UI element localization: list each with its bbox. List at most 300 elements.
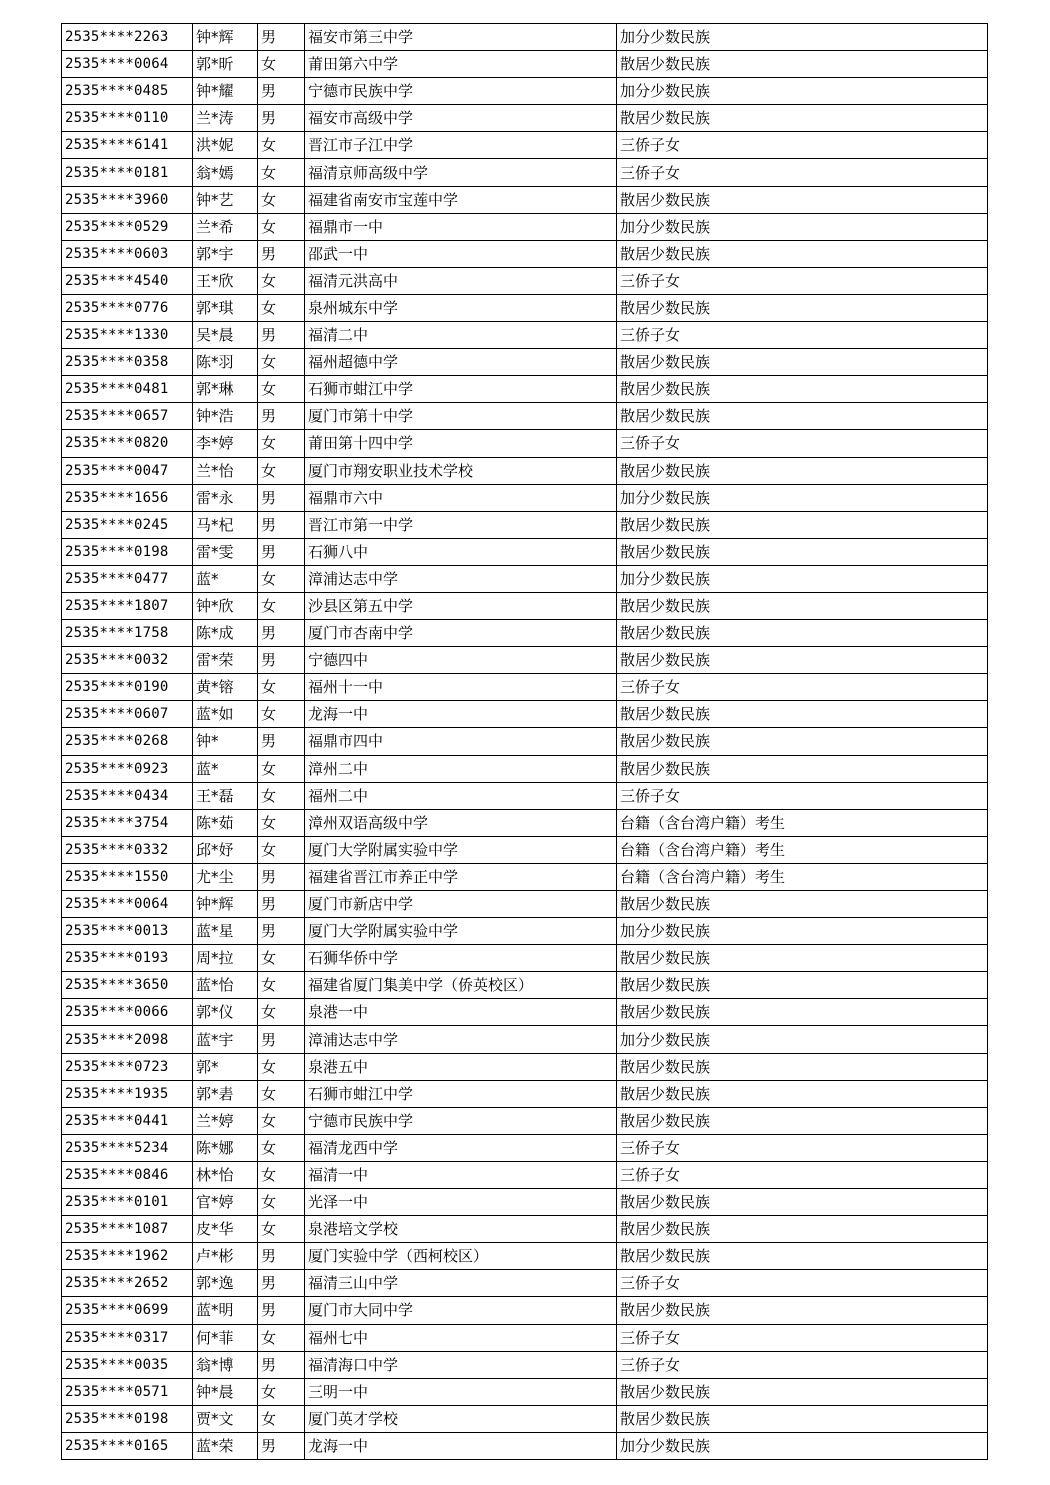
table-row xyxy=(62,972,988,999)
table-row xyxy=(62,1243,988,1270)
category-cell: 三侨子女 xyxy=(617,1324,988,1351)
exam-id-cell: 2535****0358 xyxy=(62,349,193,376)
school-cell: 厦门市杏南中学 xyxy=(305,620,617,647)
exam-id-cell: 2535****0776 xyxy=(62,294,193,321)
name-cell: 钟*辉 xyxy=(193,891,258,918)
table-row xyxy=(62,24,988,51)
category-cell: 加分少数民族 xyxy=(617,565,988,592)
gender-cell: 女 xyxy=(258,945,305,972)
name-cell: 蓝*荣 xyxy=(193,1432,258,1459)
school-cell: 石狮华侨中学 xyxy=(305,945,617,972)
name-cell: 郭* xyxy=(193,1053,258,1080)
name-cell: 陈*娜 xyxy=(193,1134,258,1161)
name-cell: 黄*镕 xyxy=(193,674,258,701)
name-cell: 陈*成 xyxy=(193,620,258,647)
table-row xyxy=(62,620,988,647)
table-row xyxy=(62,755,988,782)
name-cell: 郭*琪 xyxy=(193,294,258,321)
gender-cell: 女 xyxy=(258,376,305,403)
school-cell: 宁德四中 xyxy=(305,647,617,674)
exam-id-cell: 2535****1807 xyxy=(62,592,193,619)
exam-id-cell: 2535****4540 xyxy=(62,267,193,294)
gender-cell: 男 xyxy=(258,1243,305,1270)
category-cell: 加分少数民族 xyxy=(617,24,988,51)
school-cell: 邵武一中 xyxy=(305,240,617,267)
school-cell: 厦门大学附属实验中学 xyxy=(305,918,617,945)
name-cell: 蓝* xyxy=(193,755,258,782)
table-row xyxy=(62,294,988,321)
school-cell: 福鼎市一中 xyxy=(305,213,617,240)
exam-id-cell: 2535****1550 xyxy=(62,863,193,890)
gender-cell: 女 xyxy=(258,1216,305,1243)
name-cell: 陈*茹 xyxy=(193,809,258,836)
school-cell: 沙县区第五中学 xyxy=(305,592,617,619)
table-row xyxy=(62,1189,988,1216)
gender-cell: 男 xyxy=(258,863,305,890)
category-cell: 三侨子女 xyxy=(617,1134,988,1161)
school-cell: 福建省南安市宝莲中学 xyxy=(305,186,617,213)
name-cell: 钟*艺 xyxy=(193,186,258,213)
name-cell: 官*婷 xyxy=(193,1189,258,1216)
table-row xyxy=(62,945,988,972)
table-row xyxy=(62,1297,988,1324)
school-cell: 厦门市翔安职业技术学校 xyxy=(305,457,617,484)
school-cell: 宁德市民族中学 xyxy=(305,78,617,105)
school-cell: 石狮市蚶江中学 xyxy=(305,1080,617,1107)
gender-cell: 女 xyxy=(258,1378,305,1405)
category-cell: 散居少数民族 xyxy=(617,294,988,321)
school-cell: 宁德市民族中学 xyxy=(305,1107,617,1134)
gender-cell: 女 xyxy=(258,1107,305,1134)
school-cell: 泉港培文学校 xyxy=(305,1216,617,1243)
category-cell: 散居少数民族 xyxy=(617,972,988,999)
school-cell: 福清三山中学 xyxy=(305,1270,617,1297)
gender-cell: 女 xyxy=(258,592,305,619)
gender-cell: 男 xyxy=(258,538,305,565)
table-row xyxy=(62,809,988,836)
gender-cell: 女 xyxy=(258,782,305,809)
gender-cell: 女 xyxy=(258,132,305,159)
gender-cell: 女 xyxy=(258,349,305,376)
name-cell: 蓝*星 xyxy=(193,918,258,945)
exam-id-cell: 2535****0064 xyxy=(62,51,193,78)
category-cell: 三侨子女 xyxy=(617,267,988,294)
table-row xyxy=(62,132,988,159)
gender-cell: 女 xyxy=(258,1324,305,1351)
table-row xyxy=(62,701,988,728)
category-cell: 三侨子女 xyxy=(617,674,988,701)
gender-cell: 女 xyxy=(258,755,305,782)
exam-id-cell: 2535****0607 xyxy=(62,701,193,728)
exam-id-cell: 2535****1935 xyxy=(62,1080,193,1107)
category-cell: 散居少数民族 xyxy=(617,1378,988,1405)
gender-cell: 女 xyxy=(258,999,305,1026)
category-cell: 加分少数民族 xyxy=(617,1432,988,1459)
table-row xyxy=(62,240,988,267)
category-cell: 加分少数民族 xyxy=(617,918,988,945)
school-cell: 福清京师高级中学 xyxy=(305,159,617,186)
exam-id-cell: 2535****0923 xyxy=(62,755,193,782)
name-cell: 王*欣 xyxy=(193,267,258,294)
table-row xyxy=(62,1107,988,1134)
name-cell: 兰*怡 xyxy=(193,457,258,484)
table-row xyxy=(62,1270,988,1297)
table-row xyxy=(62,78,988,105)
exam-id-cell: 2535****6141 xyxy=(62,132,193,159)
gender-cell: 男 xyxy=(258,78,305,105)
table-row xyxy=(62,1351,988,1378)
exam-id-cell: 2535****0657 xyxy=(62,403,193,430)
table-row xyxy=(62,213,988,240)
table-row xyxy=(62,728,988,755)
table-row xyxy=(62,430,988,457)
category-cell: 三侨子女 xyxy=(617,322,988,349)
gender-cell: 女 xyxy=(258,674,305,701)
category-cell: 加分少数民族 xyxy=(617,1026,988,1053)
table-row xyxy=(62,1026,988,1053)
name-cell: 皮*华 xyxy=(193,1216,258,1243)
name-cell: 翁*博 xyxy=(193,1351,258,1378)
name-cell: 钟*浩 xyxy=(193,403,258,430)
exam-id-cell: 2535****0101 xyxy=(62,1189,193,1216)
gender-cell: 女 xyxy=(258,1189,305,1216)
school-cell: 厦门大学附属实验中学 xyxy=(305,836,617,863)
name-cell: 郭*昕 xyxy=(193,51,258,78)
category-cell: 三侨子女 xyxy=(617,1161,988,1188)
name-cell: 林*怡 xyxy=(193,1161,258,1188)
table-row xyxy=(62,647,988,674)
gender-cell: 男 xyxy=(258,1270,305,1297)
school-cell: 福鼎市六中 xyxy=(305,484,617,511)
exam-id-cell: 2535****0723 xyxy=(62,1053,193,1080)
name-cell: 邱*妤 xyxy=(193,836,258,863)
school-cell: 福州超德中学 xyxy=(305,349,617,376)
exam-id-cell: 2535****0110 xyxy=(62,105,193,132)
category-cell: 散居少数民族 xyxy=(617,105,988,132)
exam-id-cell: 2535****3960 xyxy=(62,186,193,213)
category-cell: 散居少数民族 xyxy=(617,1243,988,1270)
gender-cell: 男 xyxy=(258,647,305,674)
exam-id-cell: 2535****0193 xyxy=(62,945,193,972)
name-cell: 蓝*怡 xyxy=(193,972,258,999)
school-cell: 龙海一中 xyxy=(305,701,617,728)
category-cell: 三侨子女 xyxy=(617,782,988,809)
gender-cell: 男 xyxy=(258,511,305,538)
table-row xyxy=(62,349,988,376)
school-cell: 石狮市蚶江中学 xyxy=(305,376,617,403)
school-cell: 漳浦达志中学 xyxy=(305,1026,617,1053)
gender-cell: 男 xyxy=(258,403,305,430)
table-row xyxy=(62,376,988,403)
category-cell: 三侨子女 xyxy=(617,159,988,186)
table-row xyxy=(62,1161,988,1188)
gender-cell: 女 xyxy=(258,809,305,836)
category-cell: 散居少数民族 xyxy=(617,728,988,755)
school-cell: 光泽一中 xyxy=(305,1189,617,1216)
exam-id-cell: 2535****0820 xyxy=(62,430,193,457)
name-cell: 卢*彬 xyxy=(193,1243,258,1270)
gender-cell: 男 xyxy=(258,1432,305,1459)
name-cell: 雷*荣 xyxy=(193,647,258,674)
table-row xyxy=(62,322,988,349)
name-cell: 钟* xyxy=(193,728,258,755)
category-cell: 台籍（含台湾户籍）考生 xyxy=(617,863,988,890)
exam-id-cell: 2535****0245 xyxy=(62,511,193,538)
category-cell: 三侨子女 xyxy=(617,132,988,159)
category-cell: 三侨子女 xyxy=(617,1351,988,1378)
table-row xyxy=(62,511,988,538)
name-cell: 蓝*如 xyxy=(193,701,258,728)
name-cell: 蓝*明 xyxy=(193,1297,258,1324)
school-cell: 福清元洪高中 xyxy=(305,267,617,294)
name-cell: 郭*宇 xyxy=(193,240,258,267)
name-cell: 钟*辉 xyxy=(193,24,258,51)
table-row xyxy=(62,1216,988,1243)
school-cell: 福州七中 xyxy=(305,1324,617,1351)
gender-cell: 女 xyxy=(258,1405,305,1432)
gender-cell: 女 xyxy=(258,294,305,321)
school-cell: 福清海口中学 xyxy=(305,1351,617,1378)
school-cell: 福州十一中 xyxy=(305,674,617,701)
category-cell: 加分少数民族 xyxy=(617,78,988,105)
name-cell: 钟*欣 xyxy=(193,592,258,619)
name-cell: 郭*逸 xyxy=(193,1270,258,1297)
category-cell: 散居少数民族 xyxy=(617,1107,988,1134)
table-row xyxy=(62,782,988,809)
category-cell: 散居少数民族 xyxy=(617,701,988,728)
table-row xyxy=(62,159,988,186)
name-cell: 尤*尘 xyxy=(193,863,258,890)
school-cell: 福建省晋江市养正中学 xyxy=(305,863,617,890)
name-cell: 马*杞 xyxy=(193,511,258,538)
category-cell: 加分少数民族 xyxy=(617,213,988,240)
exam-id-cell: 2535****0477 xyxy=(62,565,193,592)
gender-cell: 女 xyxy=(258,430,305,457)
exam-id-cell: 2535****0066 xyxy=(62,999,193,1026)
exam-id-cell: 2535****0035 xyxy=(62,1351,193,1378)
category-cell: 散居少数民族 xyxy=(617,1053,988,1080)
table-row xyxy=(62,186,988,213)
name-cell: 李*婷 xyxy=(193,430,258,457)
exam-id-cell: 2535****0198 xyxy=(62,538,193,565)
table-row xyxy=(62,1405,988,1432)
category-cell: 散居少数民族 xyxy=(617,403,988,430)
category-cell: 散居少数民族 xyxy=(617,51,988,78)
exam-id-cell: 2535****0013 xyxy=(62,918,193,945)
category-cell: 散居少数民族 xyxy=(617,349,988,376)
table-row xyxy=(62,1432,988,1459)
school-cell: 龙海一中 xyxy=(305,1432,617,1459)
gender-cell: 女 xyxy=(258,51,305,78)
school-cell: 厦门市新店中学 xyxy=(305,891,617,918)
exam-id-cell: 2535****0529 xyxy=(62,213,193,240)
name-cell: 翁*嫣 xyxy=(193,159,258,186)
school-cell: 福清一中 xyxy=(305,1161,617,1188)
name-cell: 雷*雯 xyxy=(193,538,258,565)
table-row xyxy=(62,51,988,78)
school-cell: 莆田第六中学 xyxy=(305,51,617,78)
school-cell: 晋江市第一中学 xyxy=(305,511,617,538)
name-cell: 钟*晨 xyxy=(193,1378,258,1405)
gender-cell: 男 xyxy=(258,918,305,945)
name-cell: 兰*希 xyxy=(193,213,258,240)
school-cell: 莆田第十四中学 xyxy=(305,430,617,457)
school-cell: 厦门英才学校 xyxy=(305,1405,617,1432)
category-cell: 台籍（含台湾户籍）考生 xyxy=(617,836,988,863)
gender-cell: 女 xyxy=(258,186,305,213)
school-cell: 厦门实验中学（西柯校区） xyxy=(305,1243,617,1270)
category-cell: 台籍（含台湾户籍）考生 xyxy=(617,809,988,836)
school-cell: 厦门市大同中学 xyxy=(305,1297,617,1324)
table-row xyxy=(62,674,988,701)
category-cell: 散居少数民族 xyxy=(617,891,988,918)
roster-table xyxy=(61,23,988,1460)
exam-id-cell: 2535****0434 xyxy=(62,782,193,809)
exam-id-cell: 2535****0047 xyxy=(62,457,193,484)
school-cell: 福建省厦门集美中学（侨英校区） xyxy=(305,972,617,999)
school-cell: 福清龙西中学 xyxy=(305,1134,617,1161)
gender-cell: 女 xyxy=(258,267,305,294)
exam-id-cell: 2535****0198 xyxy=(62,1405,193,1432)
gender-cell: 女 xyxy=(258,159,305,186)
category-cell: 散居少数民族 xyxy=(617,620,988,647)
exam-id-cell: 2535****0064 xyxy=(62,891,193,918)
exam-id-cell: 2535****0332 xyxy=(62,836,193,863)
gender-cell: 男 xyxy=(258,105,305,132)
exam-id-cell: 2535****0485 xyxy=(62,78,193,105)
school-cell: 漳浦达志中学 xyxy=(305,565,617,592)
category-cell: 散居少数民族 xyxy=(617,1297,988,1324)
gender-cell: 男 xyxy=(258,728,305,755)
name-cell: 郭*琳 xyxy=(193,376,258,403)
exam-id-cell: 2535****2263 xyxy=(62,24,193,51)
gender-cell: 男 xyxy=(258,1297,305,1324)
table-row xyxy=(62,592,988,619)
gender-cell: 男 xyxy=(258,484,305,511)
category-cell: 散居少数民族 xyxy=(617,457,988,484)
category-cell: 加分少数民族 xyxy=(617,484,988,511)
name-cell: 郭*砉 xyxy=(193,1080,258,1107)
gender-cell: 女 xyxy=(258,701,305,728)
table-row xyxy=(62,484,988,511)
table-row xyxy=(62,1378,988,1405)
gender-cell: 男 xyxy=(258,24,305,51)
school-cell: 漳州双语高级中学 xyxy=(305,809,617,836)
school-cell: 福清二中 xyxy=(305,322,617,349)
school-cell: 福安市高级中学 xyxy=(305,105,617,132)
exam-id-cell: 2535****0846 xyxy=(62,1161,193,1188)
table-row xyxy=(62,836,988,863)
category-cell: 散居少数民族 xyxy=(617,755,988,782)
name-cell: 陈*羽 xyxy=(193,349,258,376)
table-row xyxy=(62,565,988,592)
school-cell: 福州二中 xyxy=(305,782,617,809)
category-cell: 散居少数民族 xyxy=(617,376,988,403)
gender-cell: 女 xyxy=(258,213,305,240)
category-cell: 三侨子女 xyxy=(617,1270,988,1297)
exam-id-cell: 2535****0190 xyxy=(62,674,193,701)
name-cell: 蓝* xyxy=(193,565,258,592)
roster-body xyxy=(62,24,988,1460)
exam-id-cell: 2535****0268 xyxy=(62,728,193,755)
gender-cell: 男 xyxy=(258,620,305,647)
school-cell: 福安市第三中学 xyxy=(305,24,617,51)
category-cell: 散居少数民族 xyxy=(617,1216,988,1243)
table-row xyxy=(62,1324,988,1351)
exam-id-cell: 2535****5234 xyxy=(62,1134,193,1161)
category-cell: 散居少数民族 xyxy=(617,592,988,619)
table-row xyxy=(62,999,988,1026)
gender-cell: 女 xyxy=(258,972,305,999)
gender-cell: 女 xyxy=(258,836,305,863)
exam-id-cell: 2535****1962 xyxy=(62,1243,193,1270)
gender-cell: 女 xyxy=(258,1161,305,1188)
gender-cell: 男 xyxy=(258,240,305,267)
gender-cell: 女 xyxy=(258,1053,305,1080)
name-cell: 钟*耀 xyxy=(193,78,258,105)
category-cell: 散居少数民族 xyxy=(617,945,988,972)
school-cell: 晋江市子江中学 xyxy=(305,132,617,159)
school-cell: 三明一中 xyxy=(305,1378,617,1405)
category-cell: 散居少数民族 xyxy=(617,1080,988,1107)
gender-cell: 男 xyxy=(258,322,305,349)
category-cell: 散居少数民族 xyxy=(617,1405,988,1432)
gender-cell: 男 xyxy=(258,1026,305,1053)
exam-id-cell: 2535****1758 xyxy=(62,620,193,647)
category-cell: 散居少数民族 xyxy=(617,511,988,538)
name-cell: 雷*永 xyxy=(193,484,258,511)
school-cell: 泉州城东中学 xyxy=(305,294,617,321)
category-cell: 三侨子女 xyxy=(617,430,988,457)
gender-cell: 女 xyxy=(258,1134,305,1161)
name-cell: 郭*仪 xyxy=(193,999,258,1026)
table-row xyxy=(62,891,988,918)
exam-id-cell: 2535****1656 xyxy=(62,484,193,511)
name-cell: 蓝*宇 xyxy=(193,1026,258,1053)
exam-id-cell: 2535****0317 xyxy=(62,1324,193,1351)
category-cell: 散居少数民族 xyxy=(617,240,988,267)
table-row xyxy=(62,1134,988,1161)
name-cell: 何*菲 xyxy=(193,1324,258,1351)
exam-id-cell: 2535****0603 xyxy=(62,240,193,267)
name-cell: 兰*婷 xyxy=(193,1107,258,1134)
gender-cell: 男 xyxy=(258,1351,305,1378)
school-cell: 泉港一中 xyxy=(305,999,617,1026)
table-row xyxy=(62,918,988,945)
exam-id-cell: 2535****1330 xyxy=(62,322,193,349)
name-cell: 周*拉 xyxy=(193,945,258,972)
name-cell: 兰*涛 xyxy=(193,105,258,132)
exam-id-cell: 2535****1087 xyxy=(62,1216,193,1243)
table-row xyxy=(62,267,988,294)
name-cell: 贾*文 xyxy=(193,1405,258,1432)
table-row xyxy=(62,403,988,430)
exam-id-cell: 2535****0181 xyxy=(62,159,193,186)
gender-cell: 男 xyxy=(258,891,305,918)
exam-id-cell: 2535****0032 xyxy=(62,647,193,674)
gender-cell: 女 xyxy=(258,565,305,592)
exam-id-cell: 2535****0699 xyxy=(62,1297,193,1324)
exam-id-cell: 2535****0481 xyxy=(62,376,193,403)
table-row xyxy=(62,105,988,132)
table-row xyxy=(62,863,988,890)
school-cell: 厦门市第十中学 xyxy=(305,403,617,430)
name-cell: 王*磊 xyxy=(193,782,258,809)
name-cell: 洪*妮 xyxy=(193,132,258,159)
category-cell: 散居少数民族 xyxy=(617,186,988,213)
exam-id-cell: 2535****0441 xyxy=(62,1107,193,1134)
category-cell: 散居少数民族 xyxy=(617,1189,988,1216)
